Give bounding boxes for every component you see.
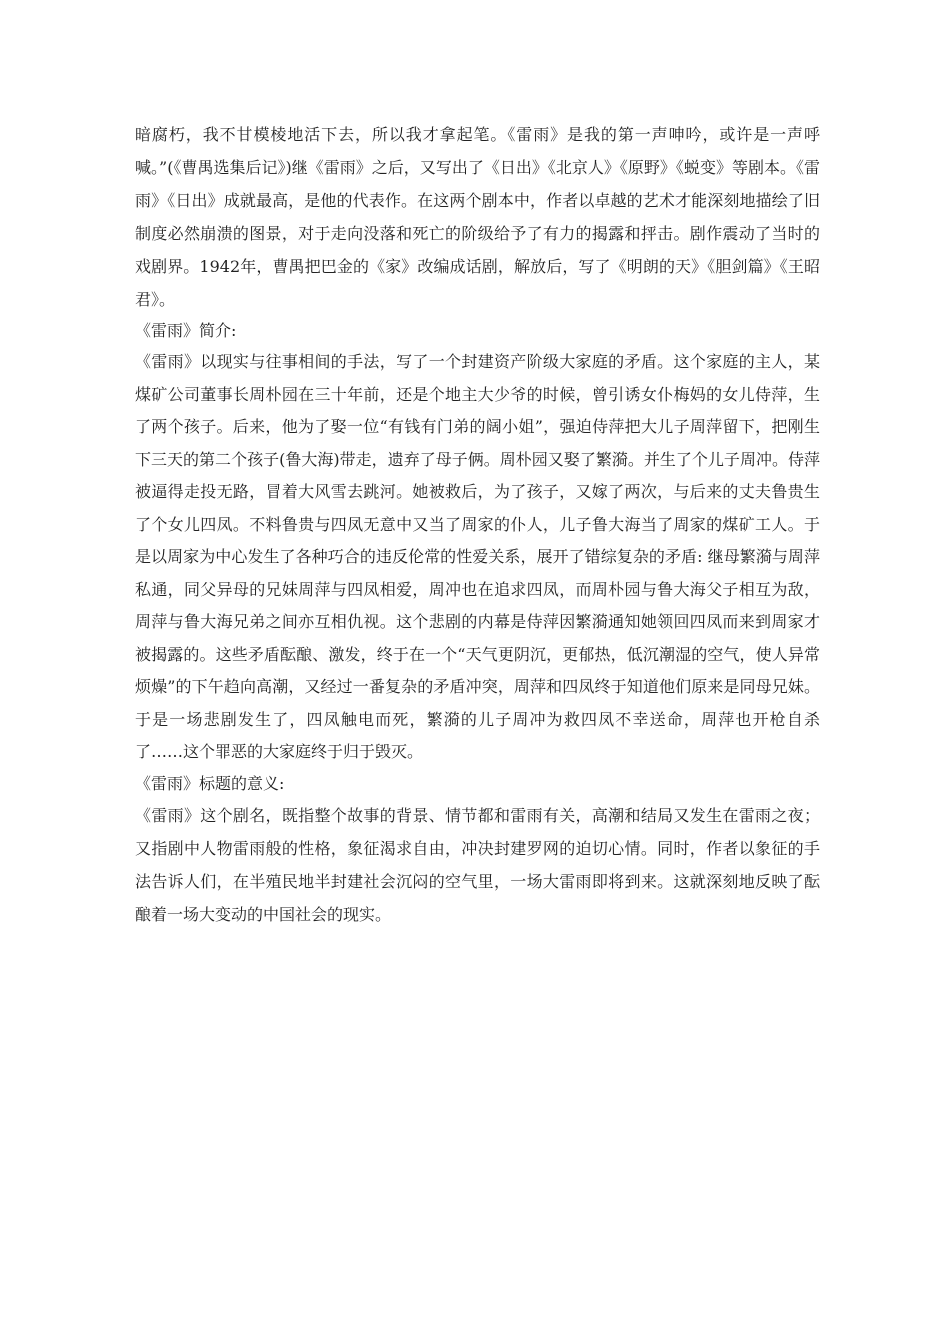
title-meaning-heading: 《雷雨》标题的意义: — [135, 773, 285, 793]
title-meaning-paragraph: 《雷雨》这个剧名，既指整个故事的背景、情节都和雷雨有关，高潮和结局又发生在雷雨之夜；又指剧中人物雷雨般的性格，象征渴求自由，冲决封建罗网的迫切心情。同时，作者以象征的手法告诉人们，在半殖民地半封建社会沉闷的空气里，一场大雷雨即将到来。这就深刻地反映了酝酿着一场大变动的中国社会的现实。 — [135, 805, 820, 924]
document-body — [135, 118, 820, 931]
summary-heading: 《雷雨》简介: — [135, 321, 237, 340]
summary-paragraph: 《雷雨》以现实与往事相间的手法，写了一个封建资产阶级大家庭的矛盾。这个家庭的主人，某煤矿公司董事长周朴园在三十年前，还是个地主大少爷的时候，曾引诱女仆梅妈的女儿侍萍，生了两个孩子。后来，他为了娶一位“有钱有门弟的阔小姐”，强迫侍萍把大儿子周萍留下，把刚生下三天的第二个孩子(鲁大海)带走，遗弃了母子俩。周朴园又娶了繁漪。并生了个儿子周冲。侍萍被逼得走投无路，冒着大风雪去跳河。她被救后，为了孩子，又嫁了两次，与后来的丈夫鲁贵生了个女儿四凤。不料鲁贵与四凤无意中又当了周家的仆人，儿子鲁大海当了周家的煤矿工人。于是以周家为中心发生了各种巧合的违反伦常的性爱关系，展开了错综复杂的矛盾: 继母繁漪与周萍私通，同父异母的兄妹周萍与四凤相爱，周冲也在追求四凤，而周朴园与鲁大海父子相互为敌，周萍与鲁大海兄弟之间亦互相仇视。这个悲剧的内幕是侍萍因繁漪通知她领回四凤而来到周家才被揭露的。这些矛盾酝酿、激发，终于在一个“天气更阴沉，更郁热，低沉潮湿的空气，使人异常烦燥”的下午趋向高潮，又经过一番复杂的矛盾冲突，周萍和四凤终于知道他们原来是同母兄妹。于是一场悲剧发生了，四凤触电而死，繁漪的儿子周冲为救四凤不幸送命，周萍也开枪自杀了……这个罪恶的大家庭终于归于毁灭。 — [135, 352, 820, 761]
intro-paragraph: 暗腐朽，我不甘模棱地活下去，所以我才拿起笔。《雷雨》是我的第一声呻吟，或许是一声呼喊。”(《曹禺选集后记》)继《雷雨》之后，又写出了《日出》《北京人》《原野》《蜕变》等剧本。《雷雨》《日出》成就最高，是他的代表作。在这两个剧本中，作者以卓越的艺术才能深刻地描绘了旧制度必然崩溃的图景，对于走向没落和死亡的阶级给予了有力的揭露和抨击。剧作震动了当时的戏剧界。1942年，曹禺把巴金的《家》改编成话剧，解放后，写了《明朗的天》《胆剑篇》《王昭君》。 — [135, 125, 820, 309]
